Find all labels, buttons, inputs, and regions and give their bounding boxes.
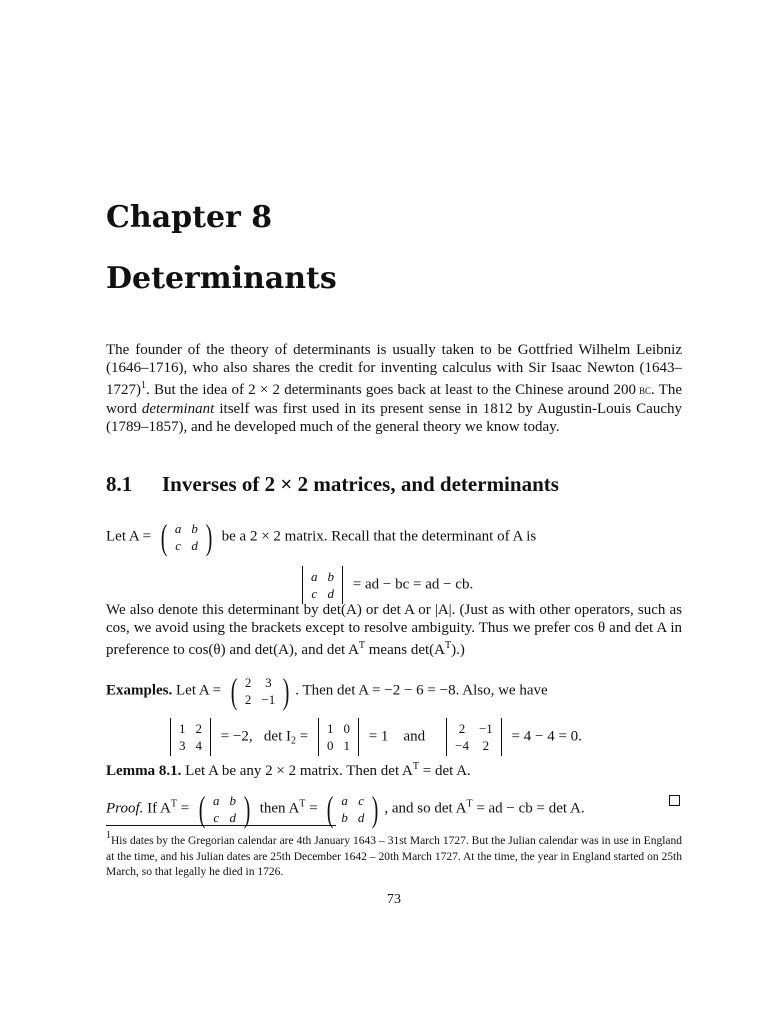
notation-text-3: ).) xyxy=(451,642,465,659)
determinant-formula: = ad − bc = ad − cb. xyxy=(352,576,474,593)
proof-text-1: If A xyxy=(147,800,171,817)
matrix-cell: a xyxy=(341,793,348,808)
result-2: = 1 xyxy=(368,728,389,745)
proof-equals: = xyxy=(176,800,190,817)
matrix-cell: b xyxy=(229,793,236,808)
intro-text-4: itself was first used in its present sense in 1812 by Augustin-Louis Cauchy (1789–1857), and he developed much of the general theory we know today. xyxy=(106,400,682,435)
matrix-cell: 3 xyxy=(265,675,272,690)
transpose-sup: T xyxy=(170,798,177,810)
transpose-sup: T xyxy=(412,761,419,772)
result-3: = 4 − 4 = 0. xyxy=(511,728,582,745)
matrix-cell: d xyxy=(327,586,334,601)
matrix-cell: −1 xyxy=(478,721,493,736)
transpose-sup: T xyxy=(445,640,452,652)
intro-paragraph xyxy=(106,341,682,436)
matrix-cell: a xyxy=(212,793,220,808)
footnote-mark: 1 xyxy=(106,830,111,841)
matrix-cell: d xyxy=(229,810,236,825)
examples-suffix: . Then det A = −2 − 6 = −8. Also, we have xyxy=(295,682,548,699)
equals-sign: = xyxy=(299,728,309,745)
chapter-title: Determinants xyxy=(106,261,337,296)
matrix-proof-2: ( a c b d ) xyxy=(327,789,379,829)
let-prefix: Let A = xyxy=(106,528,152,545)
matrix-cell: 1 xyxy=(343,738,350,753)
matrix-cell: 2 xyxy=(482,738,490,753)
matrix-cell: b xyxy=(191,521,198,536)
let-line xyxy=(106,519,536,555)
determinant-example-2 xyxy=(315,718,362,756)
result-1: = −2, xyxy=(220,728,253,745)
examples-line xyxy=(106,673,548,709)
page-number: 73 xyxy=(387,892,401,907)
qed-box-icon xyxy=(669,795,680,806)
transpose-sup: T xyxy=(299,798,306,810)
proof-label: Proof. xyxy=(106,800,144,817)
section-number: 8.1 xyxy=(106,472,133,496)
footnote xyxy=(106,828,682,881)
matrix-cell: 2 xyxy=(244,692,252,707)
matrix-cell: b xyxy=(327,569,334,584)
identity-subscript: 2 xyxy=(291,735,296,747)
matrix-cell: 0 xyxy=(326,738,334,753)
determinant-abcd xyxy=(299,566,346,604)
matrix-cell: 3 xyxy=(179,738,186,753)
examples-prefix: Let A = xyxy=(176,682,222,699)
matrix-cell: 2 xyxy=(244,675,252,690)
determinant-examples xyxy=(164,718,582,756)
notation-text-1: We also denote this determinant by det(A) or det A or |A|. (Just as with other operators, such as cos, we avoid using the brackets except to resolve ambiguity. Thus we prefer cos θ and det A in preference to cos(θ) and det(A), and det A xyxy=(106,602,682,659)
matrix-cell: c xyxy=(311,586,318,601)
determinant-display xyxy=(296,566,473,604)
det-identity-label: det I xyxy=(263,728,291,745)
lemma-text-2: = det A. xyxy=(419,763,471,779)
matrix-cell: −1 xyxy=(261,692,276,707)
notation-text-2: means det(A xyxy=(365,642,445,659)
proof-then: then A xyxy=(259,800,300,817)
matrix-cell: c xyxy=(358,793,365,808)
matrix-cell: 4 xyxy=(195,738,202,753)
footnote-text: His dates by the Gregorian calendar are 4th January 1643 – 31st March 1727. But the Julian calendar was in use in England at the time, and his Julian dates are 25th December 1642 – 20th March 1727. At the time, the year in England started on 25th March, so that legally he died in 1726. xyxy=(106,835,682,878)
matrix-cell: d xyxy=(191,538,198,553)
intro-text-3: . The word xyxy=(106,382,682,417)
matrix-cell: 2 xyxy=(195,721,202,736)
matrix-cell: b xyxy=(341,810,348,825)
proof-text-3: = ad − cb = det A. xyxy=(472,800,585,817)
matrix-cell: 1 xyxy=(326,721,334,736)
matrix-cell: c xyxy=(175,538,182,553)
matrix-cell: −4 xyxy=(455,738,469,753)
and-word: and xyxy=(403,728,426,745)
proof-line xyxy=(106,791,585,827)
section-title: Inverses of 2 × 2 matrices, and determinants xyxy=(162,472,559,496)
transpose-sup: T xyxy=(466,798,473,810)
proof-equals: = xyxy=(305,800,318,817)
matrix-cell: 1 xyxy=(179,721,186,736)
emphasized-word: determinant xyxy=(141,400,215,417)
footnote-rule xyxy=(106,825,336,826)
notation-paragraph xyxy=(106,601,682,660)
matrix-a: ( a b c d ) xyxy=(160,517,213,557)
footnote-marker: 1 xyxy=(141,380,146,392)
matrix-cell: d xyxy=(357,810,365,825)
matrix-cell: c xyxy=(213,810,220,825)
intro-text-2: . But the idea of 2 × 2 determinants goes back at least to the Chinese around 200 xyxy=(146,382,636,399)
determinant-example-1 xyxy=(167,718,214,756)
let-suffix: be a 2 × 2 matrix. Recall that the determinant of A is xyxy=(221,528,537,545)
examples-label: Examples. xyxy=(106,682,173,699)
section-heading xyxy=(106,470,559,498)
proof-text-2: , and so det A xyxy=(384,800,467,817)
matrix-cell: 2 xyxy=(458,721,466,736)
intro-text-1: The founder of the theory of determinants is usually taken to be Gottfried Wilhelm Leibniz (1646–1716), who also shares the credit for inventing calculus with Sir Isaac Newton (1643–1727) xyxy=(106,342,682,399)
lemma-line xyxy=(106,758,471,780)
chapter-label: Chapter 8 xyxy=(106,200,273,235)
matrix-proof-1: ( a b c d ) xyxy=(198,789,251,829)
matrix-cell: a xyxy=(311,569,318,584)
bc-abbrev: bc xyxy=(638,382,651,398)
matrix-cell: a xyxy=(174,521,182,536)
transpose-sup: T xyxy=(358,640,366,652)
matrix-cell: 0 xyxy=(343,721,350,736)
lemma-label: Lemma 8.1. xyxy=(106,763,182,779)
determinant-example-3 xyxy=(443,718,505,756)
lemma-text-1: Let A be any 2 × 2 matrix. Then det A xyxy=(185,763,413,779)
matrix-example: ( 2 3 2 −1 ) xyxy=(230,671,290,711)
